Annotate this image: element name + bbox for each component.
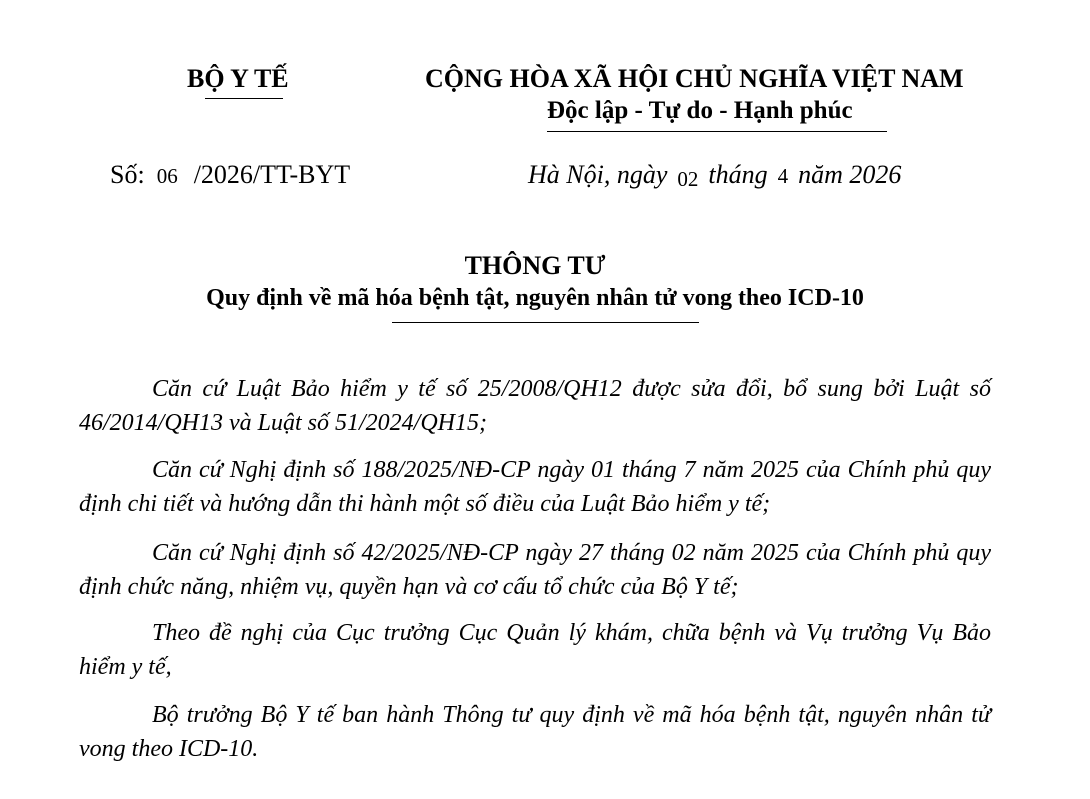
date-day: 02 bbox=[677, 167, 699, 191]
motto-underline bbox=[547, 131, 887, 132]
number-suffix: /2026/TT-BYT bbox=[193, 160, 351, 189]
document-subject: Quy định về mã hóa bệnh tật, nguyên nhân tử vong theo ICD-10 bbox=[206, 285, 864, 311]
date-month: 4 bbox=[777, 164, 789, 188]
national-title: CỘNG HÒA XÃ HỘI CHỦ NGHĨA VIỆT NAM bbox=[425, 64, 964, 93]
date-year: năm 2026 bbox=[798, 160, 902, 189]
preamble-paragraph: Theo đề nghị của Cục trưởng Cục Quản lý khám, chữa bệnh và Vụ trưởng Vụ Bảo hiểm y tế, bbox=[79, 620, 991, 680]
preamble-paragraph: Căn cứ Luật Bảo hiểm y tế số 25/2008/QH12 được sửa đổi, bổ sung bởi Luật số 46/2014/QH13 và Luật số 51/2024/QH15; bbox=[79, 376, 991, 436]
preamble-paragraph: Căn cứ Nghị định số 42/2025/NĐ-CP ngày 27 tháng 02 năm 2025 của Chính phủ quy định chức năng, nhiệm vụ, quyền hạn và cơ cấu tổ chức của Bộ Y tế; bbox=[79, 540, 991, 600]
preamble-paragraph: Căn cứ Nghị định số 188/2025/NĐ-CP ngày 01 tháng 7 năm 2025 của Chính phủ quy định chi tiết và hướng dẫn thi hành một số điều của Luật Bảo hiểm y tế; bbox=[79, 457, 991, 517]
date-place-label: Hà Nội, ngày bbox=[528, 160, 668, 189]
issuing-agency: BỘ Y TẾ bbox=[187, 64, 289, 93]
issue-date bbox=[528, 160, 901, 190]
document-type: THÔNG TƯ bbox=[464, 251, 606, 280]
date-month-label: tháng bbox=[708, 160, 768, 189]
agency-underline bbox=[205, 98, 283, 99]
number-prefix: Số: bbox=[110, 160, 145, 189]
number-value: 06 bbox=[156, 164, 178, 188]
document-number bbox=[110, 160, 350, 190]
subject-underline bbox=[392, 322, 699, 323]
national-motto: Độc lập - Tự do - Hạnh phúc bbox=[547, 97, 853, 124]
preamble-paragraph: Bộ trưởng Bộ Y tế ban hành Thông tư quy định về mã hóa bệnh tật, nguyên nhân tử vong theo ICD-10. bbox=[79, 702, 991, 762]
